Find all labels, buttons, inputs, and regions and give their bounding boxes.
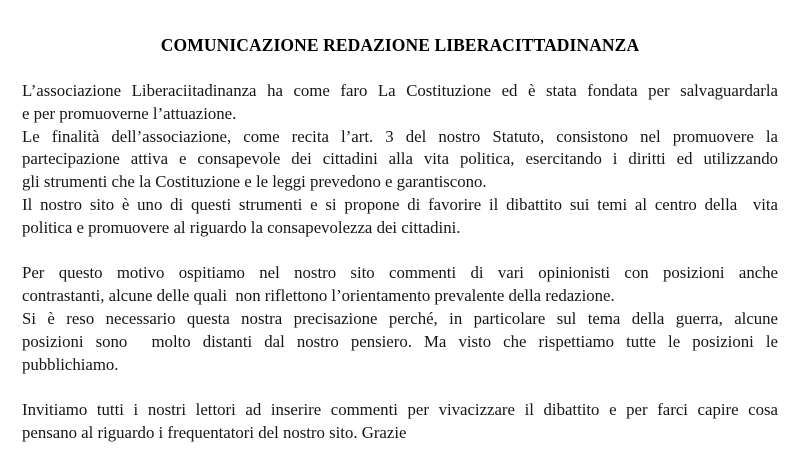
text-line: Le finalità dell’associazione, come recita l’art. 3 del nostro Statuto, consistono nel promuovere la (22, 126, 778, 146)
text-line: Invitiamo tutti i nostri lettori ad inserire commenti per vivacizzare il dibattito e per farci capire cosa (22, 400, 778, 420)
text-line: pubblichiamo. (22, 354, 119, 374)
text-line: Si è reso necessario questa nostra precisazione perché, in particolare sul tema della guerra, alcune (22, 308, 778, 328)
text-line: posizioni sono molto distanti dal nostro pensiero. Ma visto che rispettiamo tutte le posizioni le (22, 331, 778, 351)
text-line: e per promuoverne l’attuazione. (22, 103, 237, 123)
text-line: Per questo motivo ospitiamo nel nostro sito commenti di vari opinionisti con posizioni anche (22, 263, 778, 283)
text-line: pensano al riguardo i frequentatori del nostro sito. Grazie (22, 422, 407, 442)
blank-line (22, 240, 778, 263)
document-page (0, 34, 800, 466)
blank-line (22, 376, 778, 399)
text-line: L’associazione Liberaciitadinanza ha come faro La Costituzione ed è stata fondata per salvaguardarla (22, 81, 778, 100)
paragraph-block-1 (22, 80, 778, 240)
document-title: COMUNICAZIONE REDAZIONE LIBERACITTADINANZA (160, 35, 640, 55)
paragraph-block-2 (22, 262, 778, 376)
text-line: Il nostro sito è uno di questi strumenti e si propone di favorire il dibattito sui temi al centro della vita (22, 194, 778, 214)
text-line: partecipazione attiva e consapevole dei cittadini alla vita politica, esercitando i diritti ed utilizzando (22, 149, 778, 169)
document-body (22, 80, 778, 445)
text-line: contrastanti, alcune delle quali non riflettono l’orientamento prevalente della redazione. (22, 286, 615, 306)
text-line: gli strumenti che la Costituzione e le leggi prevedono e garantiscono. (22, 172, 487, 192)
text-line: politica e promuovere al riguardo la consapevolezza dei cittadini. (22, 217, 461, 237)
paragraph-block-3 (22, 399, 778, 445)
